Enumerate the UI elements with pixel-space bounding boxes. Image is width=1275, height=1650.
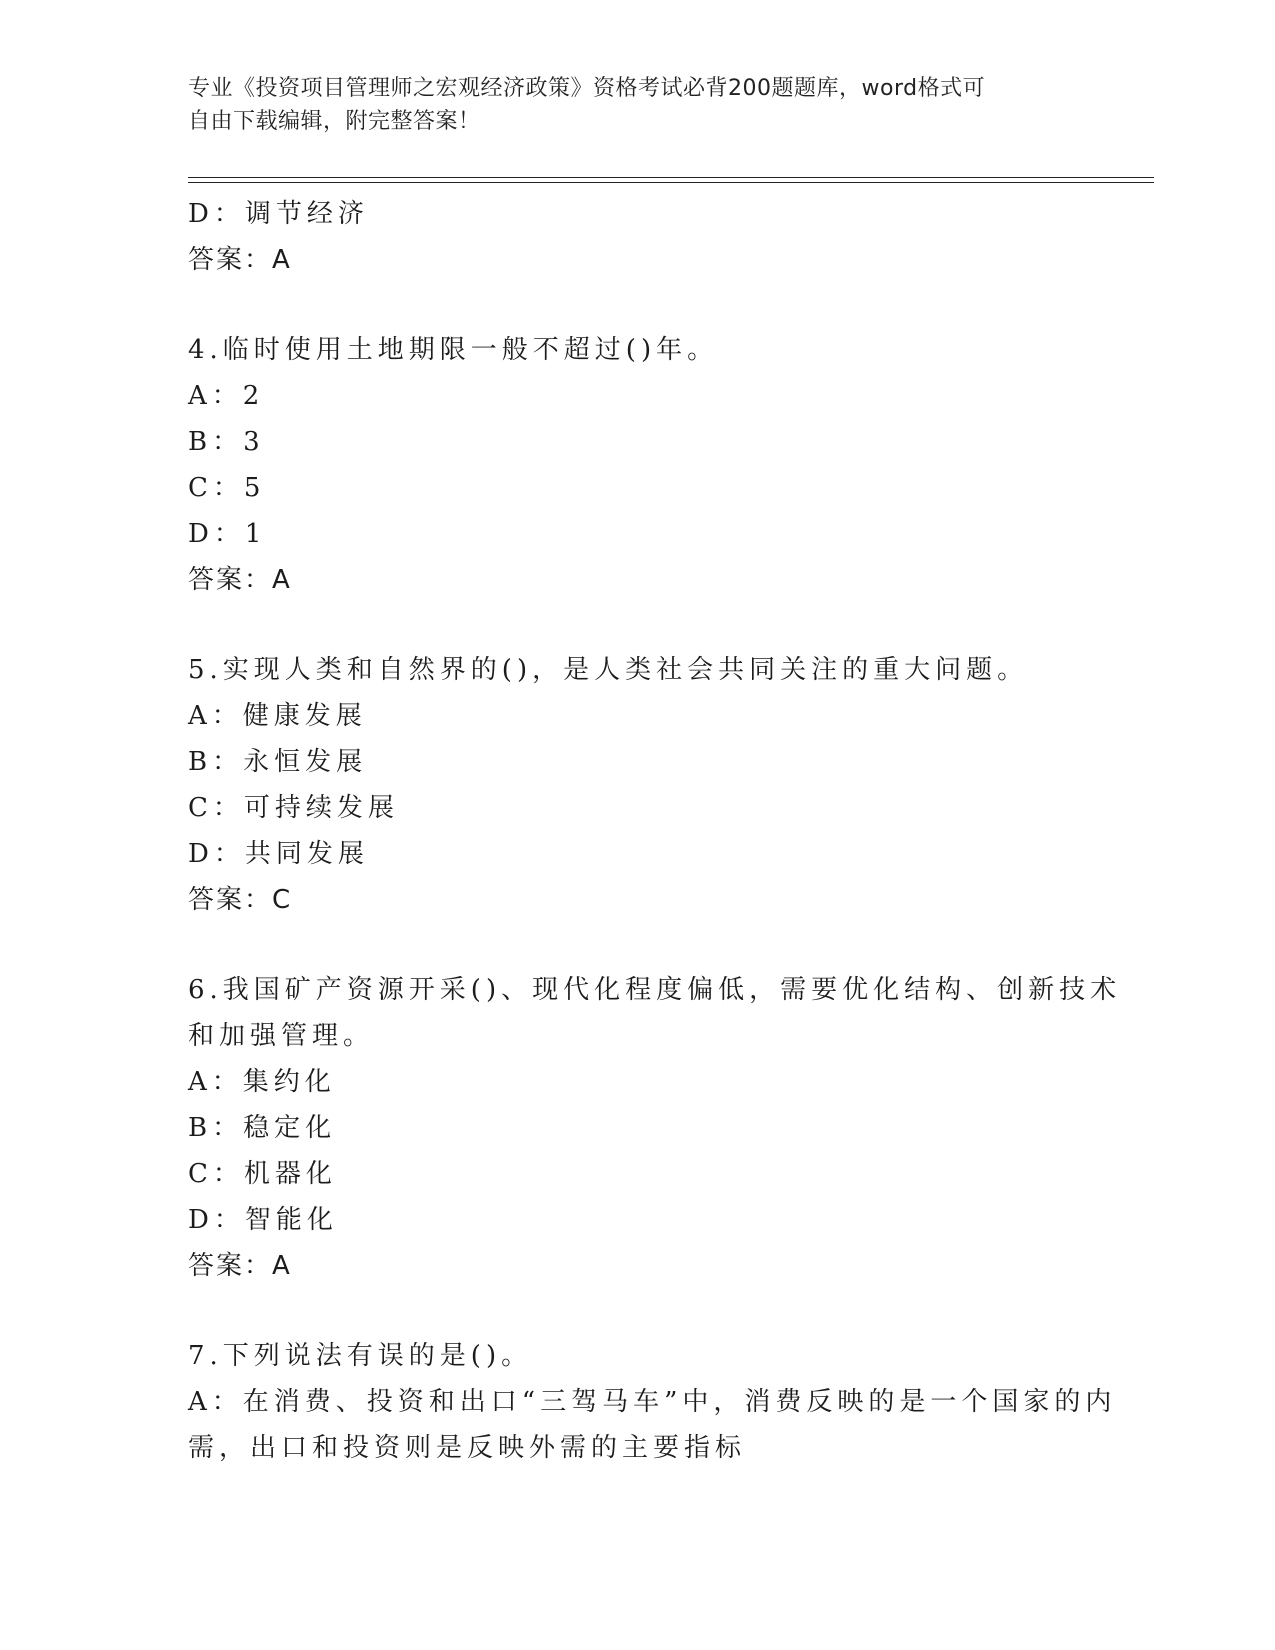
option-d: D：1	[188, 519, 267, 549]
option-d: D：共同发展	[188, 839, 369, 869]
header-line-2: 自由下载编辑，附完整答案！	[188, 109, 481, 134]
header-line-1: 专业《投资项目管理师之宏观经济政策》资格考试必背200题题库，word格式可	[188, 76, 986, 101]
answer: 答案：C	[188, 885, 293, 915]
option-a: A：健康发展	[188, 701, 367, 731]
question-7	[188, 1333, 1117, 1471]
option-a: A：2	[188, 381, 265, 411]
question-stem-line-2: 和加强管理。	[188, 1021, 375, 1051]
option-d: D：调节经济	[188, 199, 369, 229]
question-list	[188, 191, 1122, 1471]
document-header	[188, 72, 1088, 138]
option-c: C：可持续发展	[188, 793, 399, 823]
answer: 答案：A	[188, 245, 292, 275]
question-4	[188, 327, 1088, 603]
option-b: B：稳定化	[188, 1113, 337, 1143]
option-a-line-1: A：在消费、投资和出口“三驾马车”中，消费反映的是一个国家的内	[188, 1387, 1117, 1417]
question-stem: 4.临时使用土地期限一般不超过()年。	[188, 335, 719, 365]
header-rule-thick	[188, 177, 1154, 178]
option-a-line-2: 需，出口和投资则是反映外需的主要指标	[188, 1433, 747, 1463]
previous-question-tail	[188, 191, 1088, 283]
option-c: C：5	[188, 473, 266, 503]
option-a: A：集约化	[188, 1067, 336, 1097]
option-c: C：机器化	[188, 1159, 337, 1189]
question-stem: 5.实现人类和自然界的()，是人类社会共同关注的重大问题。	[188, 655, 1029, 685]
option-b: B：永恒发展	[188, 747, 368, 777]
question-6	[188, 967, 1122, 1289]
question-stem: 7.下列说法有误的是()。	[188, 1341, 533, 1371]
answer: 答案：A	[188, 1251, 292, 1281]
answer: 答案：A	[188, 565, 292, 595]
option-d: D：智能化	[188, 1205, 338, 1235]
option-b: B：3	[188, 427, 265, 457]
header-rule-thin	[188, 182, 1154, 183]
question-stem-line-1: 6.我国矿产资源开采()、现代化程度偏低，需要优化结构、创新技术	[188, 975, 1122, 1005]
question-5	[188, 647, 1088, 923]
